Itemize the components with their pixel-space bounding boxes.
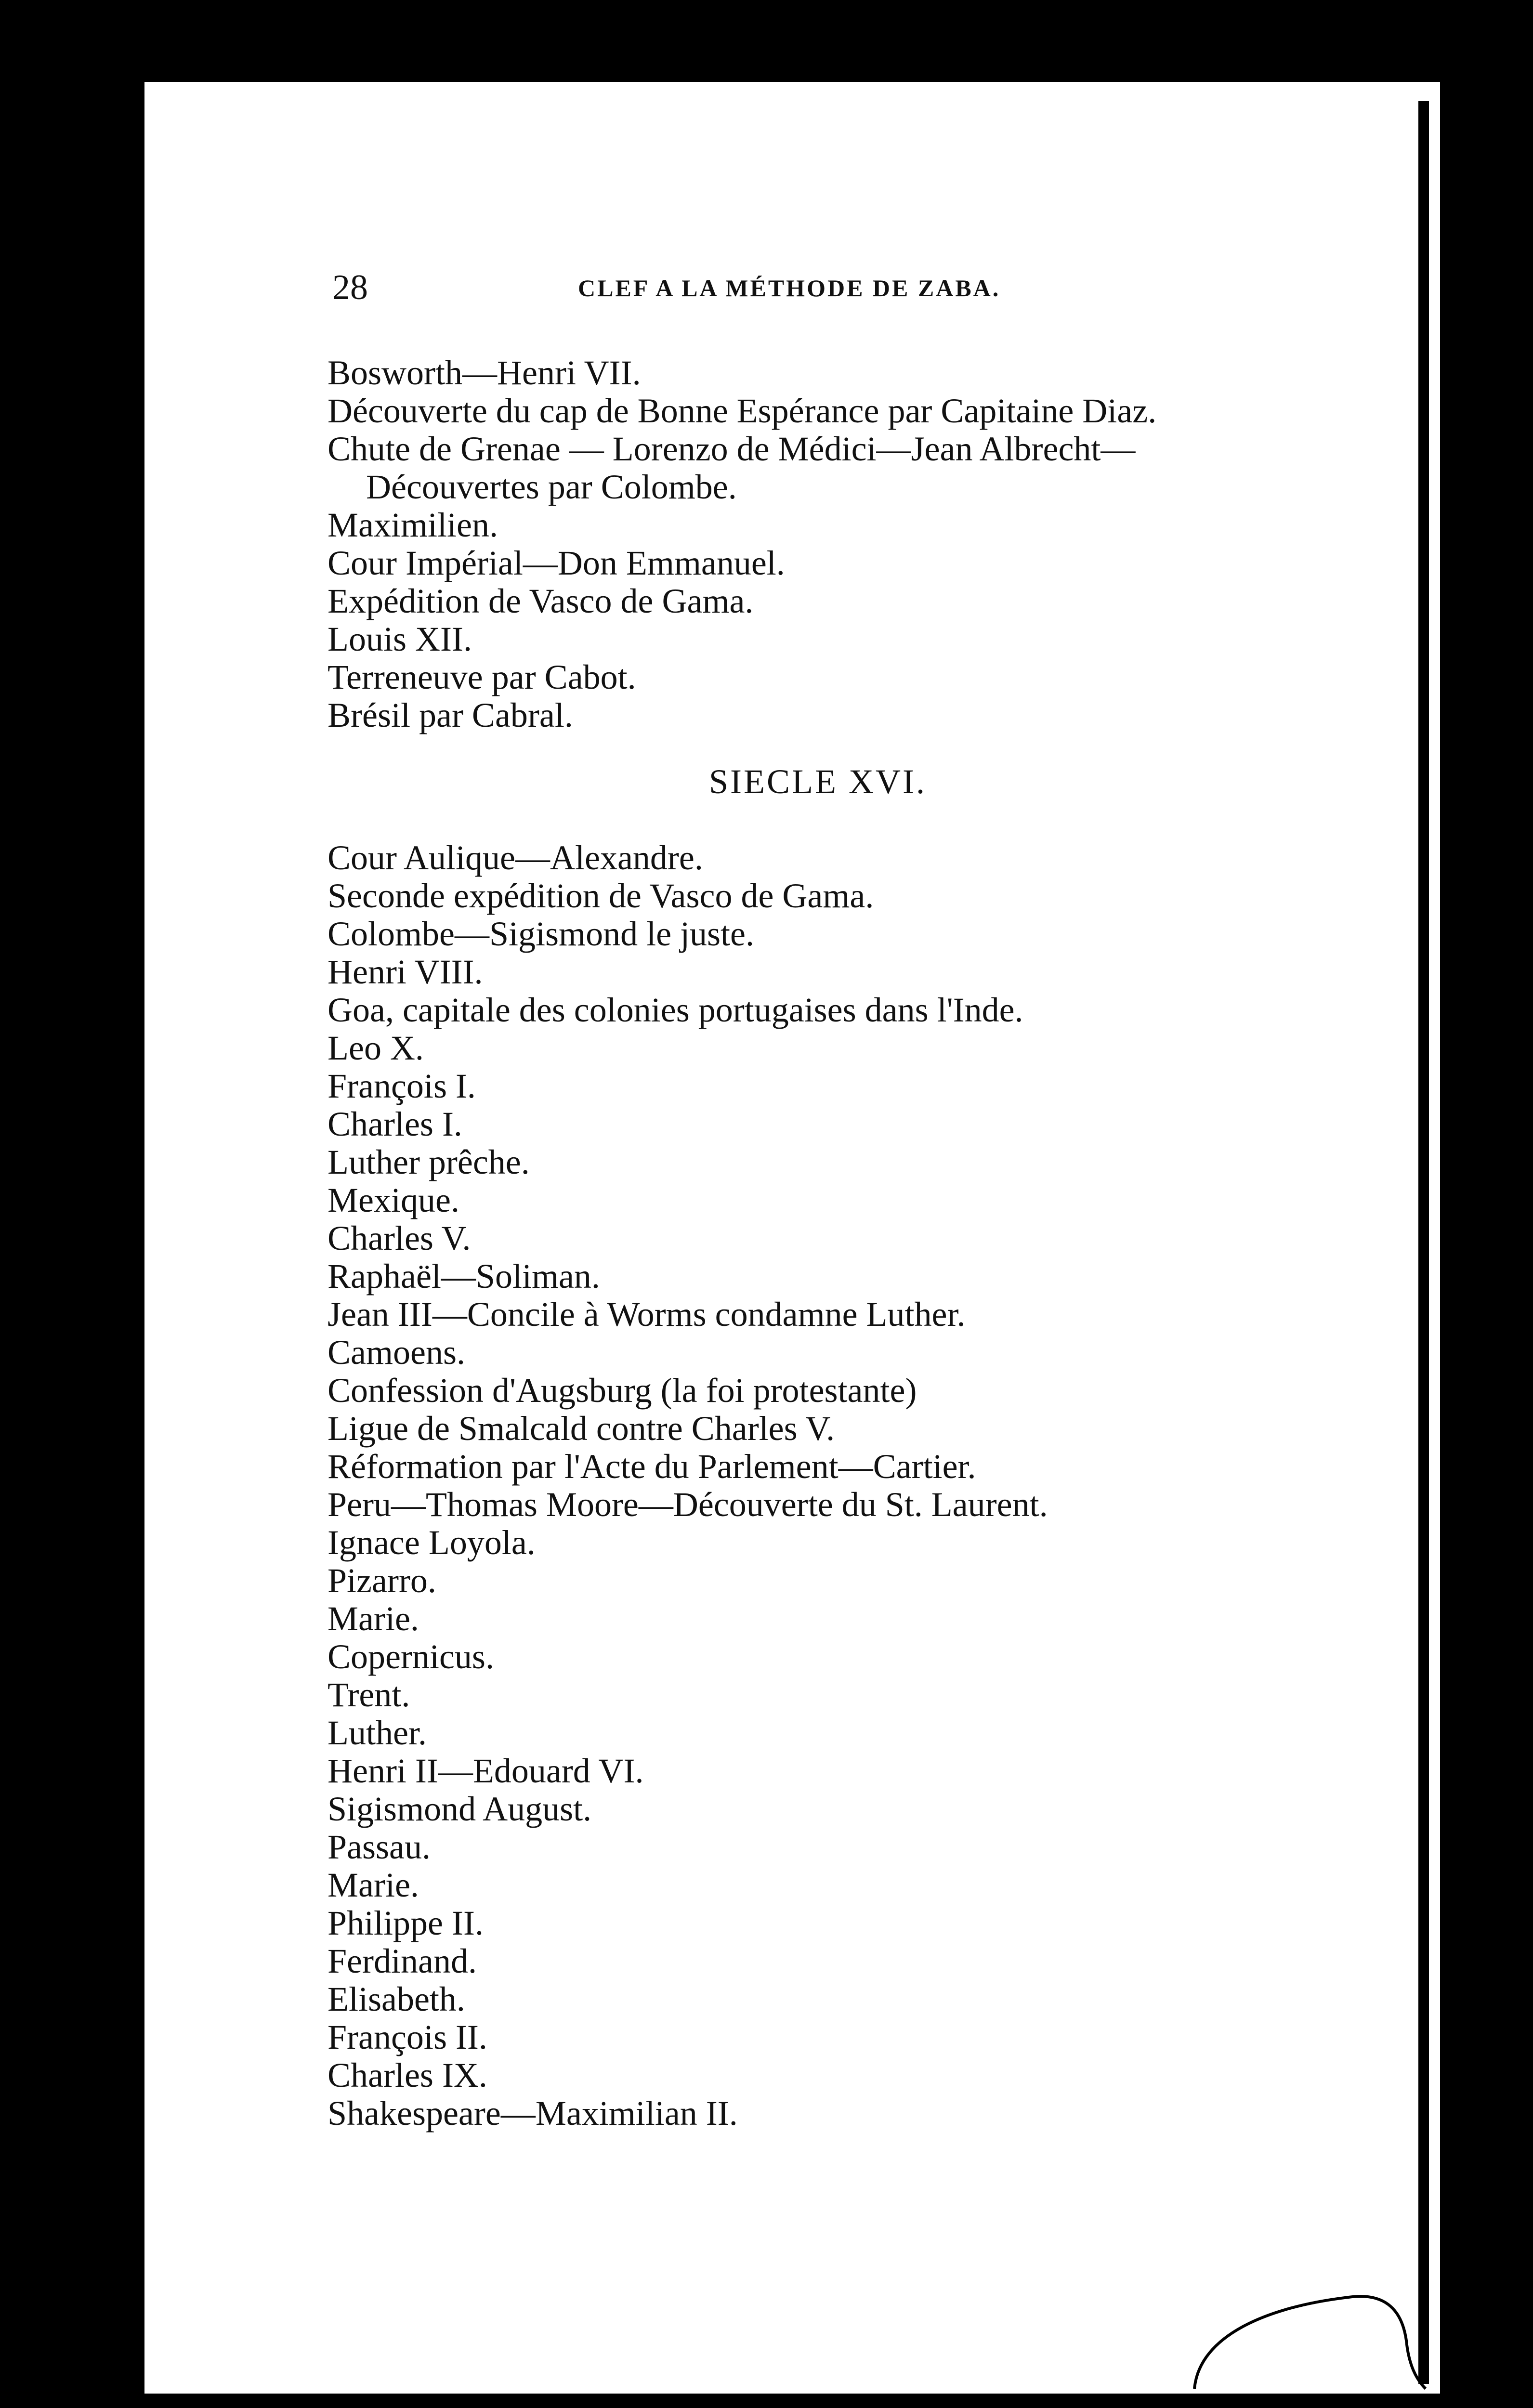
entry-line: Cour Aulique—Alexandre.: [328, 838, 703, 877]
entry-line: Peru—Thomas Moore—Découverte du St. Laurent.: [328, 1485, 1048, 1524]
entry-line: Jean III—Concile à Worms condamne Luther.: [328, 1295, 966, 1334]
entry-line: Pizarro.: [328, 1561, 436, 1600]
entry-line: Confession d'Augsburg (la foi protestante): [328, 1371, 917, 1410]
entry-line: Brésil par Cabral.: [328, 696, 573, 734]
running-title: CLEF A LA MÉTHODE DE ZABA.: [578, 275, 1001, 301]
entry-line: Sigismond August.: [328, 1790, 592, 1828]
entry-line: Ligue de Smalcald contre Charles V.: [328, 1409, 835, 1448]
entry-line: Réformation par l'Acte du Parlement—Cartier.: [328, 1447, 976, 1486]
entry-line: Marie.: [328, 1599, 419, 1638]
entry-line: Elisabeth.: [328, 1980, 465, 2018]
corner-swash: [1190, 2278, 1430, 2394]
entry-line: Colombe—Sigismond le juste.: [328, 915, 755, 953]
entry-line: Luther prêche.: [328, 1143, 530, 1181]
entry-line: Découvertes par Colombe.: [366, 468, 737, 506]
entry-line: Marie.: [328, 1866, 419, 1904]
entry-line: Terreneuve par Cabot.: [328, 658, 636, 696]
entry-line: Henri II—Edouard VI.: [328, 1752, 644, 1790]
entry-line: Charles V.: [328, 1219, 471, 1257]
entry-line: Copernicus.: [328, 1637, 494, 1676]
entry-line: Expédition de Vasco de Gama.: [328, 582, 754, 620]
entry-line: François II.: [328, 2018, 487, 2056]
entry-line: Luther.: [328, 1714, 427, 1752]
section-heading: SIECLE XVI.: [709, 762, 927, 801]
entry-line: Raphaël—Soliman.: [328, 1257, 600, 1296]
entry-line: Trent.: [328, 1675, 410, 1714]
entry-line: Chute de Grenae — Lorenzo de Médici—Jean Albrecht—: [328, 430, 1136, 468]
page-number: 28: [332, 268, 368, 307]
entry-line: Ferdinand.: [328, 1942, 477, 1980]
entry-line: Seconde expédition de Vasco de Gama.: [328, 877, 874, 915]
entry-line: Goa, capitale des colonies portugaises dans l'Inde.: [328, 991, 1023, 1029]
entry-line: Bosworth—Henri VII.: [328, 353, 641, 392]
entry-line: Henri VIII.: [328, 953, 483, 991]
entry-line: Philippe II.: [328, 1904, 484, 1942]
entry-line: Mexique.: [328, 1181, 459, 1219]
entry-line: Camoens.: [328, 1333, 465, 1372]
entry-line: Leo X.: [328, 1029, 424, 1067]
entry-line: Ignace Loyola.: [328, 1523, 536, 1562]
entry-line: Maximilien.: [328, 506, 498, 544]
entry-line: François I.: [328, 1067, 476, 1105]
entry-line: Passau.: [328, 1828, 431, 1866]
entry-line: Shakespeare—Maximilian II.: [328, 2094, 738, 2133]
entry-line: Découverte du cap de Bonne Espérance par Capitaine Diaz.: [328, 392, 1157, 430]
entry-line: Charles I.: [328, 1105, 462, 1143]
entry-line: Cour Impérial—Don Emmanuel.: [328, 544, 785, 582]
entry-line: Charles IX.: [328, 2056, 487, 2094]
entry-line: Louis XII.: [328, 620, 472, 658]
